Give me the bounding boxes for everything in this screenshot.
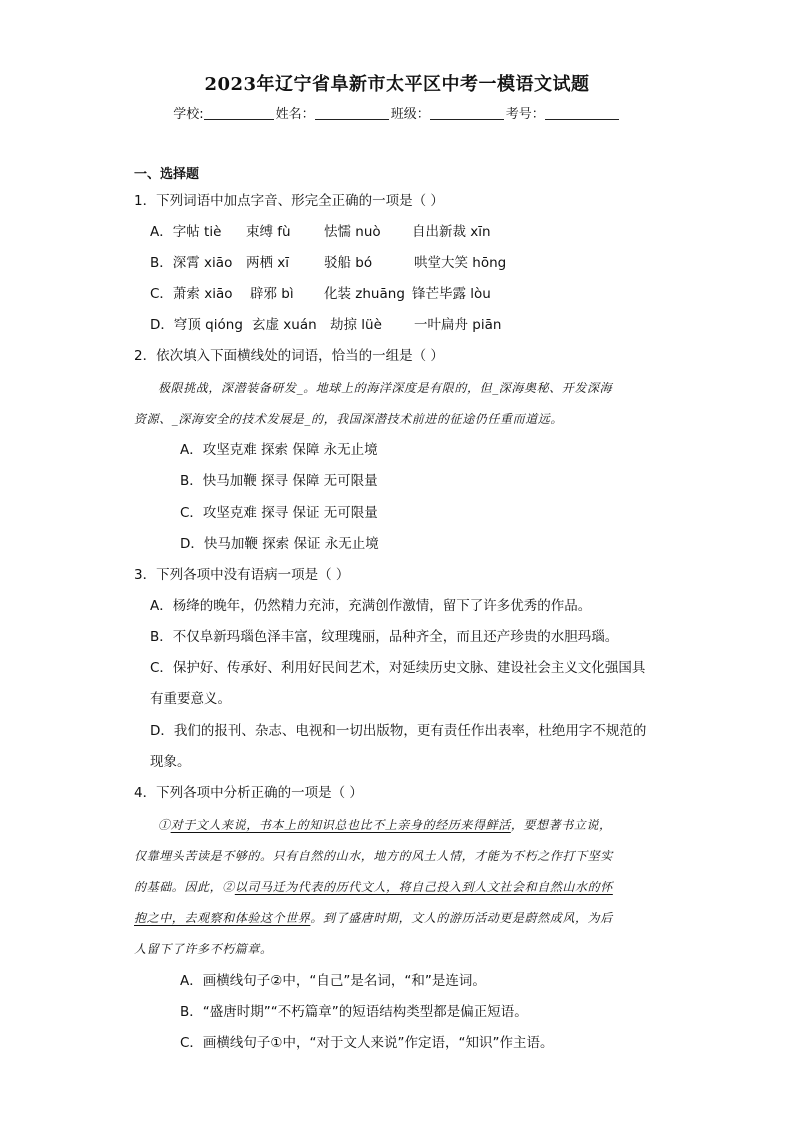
question-1-stem: 1．下列词语中加点字音、形完全正确的一项是（ ） — [134, 193, 444, 209]
q1-option-a — [150, 222, 491, 242]
q2-passage-line-1: 极限挑战，深潜装备研发_。地球上的海洋深度是有限的，但_深海奥秘、开发深海 — [158, 381, 613, 395]
q1-b-word-3: 驳船 bó — [324, 255, 373, 271]
name-blank — [315, 106, 389, 120]
q1-option-c — [150, 284, 491, 304]
q1-a-word-4: 自出新裁 xīn — [412, 224, 491, 240]
q4-passage-line-2: 仅靠埋头苦读是不够的。只有自然的山水，地方的风土人情，才能为不朽之作打下坚实 — [134, 849, 613, 863]
q4-passage-text: 。到了盛唐时期，文人的游历活动更是蔚然成风，为后 — [310, 911, 613, 925]
q1-c-word-1: C．萧索 xiāo — [150, 286, 233, 302]
q2-option-d: D．快马加鞭 探索 保证 永无止境 — [180, 536, 379, 552]
question-3-stem: 3．下列各项中没有语病一项是（ ） — [134, 567, 350, 583]
q3-option-c-line-1: C．保护好、传承好、利用好民间艺术，对延续历史文脉、建设社会主义文化强国具 — [150, 660, 646, 676]
q1-c-word-2: 辟邪 bì — [250, 286, 294, 302]
name-label: 姓名： — [275, 107, 315, 122]
q1-c-word-4: 锋芒毕露 lòu — [412, 286, 491, 302]
class-label: 班级： — [390, 107, 430, 122]
q1-b-word-2: 两栖 xī — [246, 255, 290, 271]
page-title: 2023年辽宁省阜新市太平区中考一模语文试题 — [204, 74, 590, 95]
student-info-row — [0, 103, 794, 122]
q3-option-d-line-2: 现象。 — [150, 754, 191, 770]
q1-d-word-1: D．穹顶 qióng — [150, 317, 243, 333]
q3-option-a: A．杨绛的晚年，仍然精力充沛，充满创作激情，留下了许多优秀的作品。 — [150, 598, 592, 614]
q3-option-c-line-2: 有重要意义。 — [150, 691, 231, 707]
q2-option-c: C．攻坚克难 探寻 保证 无可限量 — [180, 505, 378, 521]
question-2-stem: 2．依次填入下面横线处的词语，恰当的一组是（ ） — [134, 348, 444, 364]
circled-number-1: ① — [158, 818, 171, 832]
q4-passage-text: 的基础。因此， — [134, 880, 223, 894]
exam-no-label: 考号： — [505, 107, 545, 122]
q4-option-a: A．画横线句子②中，“自己”是名词，“和”是连词。 — [180, 973, 486, 989]
q2-option-a: A．攻坚克难 探索 保障 永无止境 — [180, 442, 378, 458]
section-heading: 一、选择题 — [134, 167, 200, 182]
q4-passage-line-3 — [134, 877, 613, 897]
q3-option-d-line-1: D．我们的报刊、杂志、电视和一切出版物，更有责任作出表率，杜绝用字不规范的 — [150, 723, 647, 739]
q1-a-word-2: 束缚 fù — [246, 224, 291, 240]
q1-d-word-4: 一叶扁舟 piān — [414, 317, 502, 333]
q1-option-b — [150, 253, 506, 273]
q4-passage-line-4 — [134, 908, 613, 928]
q2-option-b: B．快马加鞭 探寻 保障 无可限量 — [180, 473, 378, 489]
q4-passage-text: ，要想著书立说， — [510, 818, 612, 832]
q1-a-word-1: A．字帖 tiè — [150, 224, 222, 240]
exam-no-blank — [545, 106, 619, 120]
q4-passage-line-5: 人留下了许多不朽篇章。 — [134, 942, 273, 956]
q3-option-b: B．不仅阜新玛瑙色泽丰富，纹理瑰丽，品种齐全，而且还产珍贵的水胆玛瑙。 — [150, 629, 619, 645]
q1-d-word-2: 玄虚 xuán — [252, 317, 317, 333]
underlined-sentence-2: 以司马迁为代表的历代文人，将自己投入到人文社会和自然山水的怀 — [234, 880, 613, 894]
underlined-sentence-2-end: 抱之中，去观察和体验这个世界 — [134, 911, 311, 925]
q1-c-word-3: 化装 zhuāng — [324, 286, 405, 302]
question-4-stem: 4．下列各项中分析正确的一项是（ ） — [134, 785, 363, 801]
q2-passage-line-2: 资源、_深海安全的技术发展是_的，我国深潜技术前进的征途仍任重而道远。 — [134, 412, 564, 426]
school-label: 学校: — [173, 107, 204, 122]
q4-option-c: C．画横线句子①中，“对于文人来说”作定语，“知识”作主语。 — [180, 1035, 554, 1051]
circled-number-2: ② — [222, 880, 235, 894]
class-blank — [430, 106, 504, 120]
underlined-sentence-1: 对于文人来说，书本上的知识总也比不上亲身的经历来得鲜活 — [170, 818, 511, 832]
q1-a-word-3: 怯懦 nuò — [324, 224, 381, 240]
q1-b-word-4: 哄堂大笑 hōng — [414, 255, 507, 271]
q4-option-b: B．“盛唐时期”“不朽篇章”的短语结构类型都是偏正短语。 — [180, 1004, 528, 1020]
q4-passage-line-1 — [158, 815, 612, 835]
q1-option-d — [150, 315, 501, 335]
q1-d-word-3: 劫掠 lüè — [330, 317, 382, 333]
q1-b-word-1: B．深霄 xiāo — [150, 255, 233, 271]
school-blank — [204, 106, 274, 120]
